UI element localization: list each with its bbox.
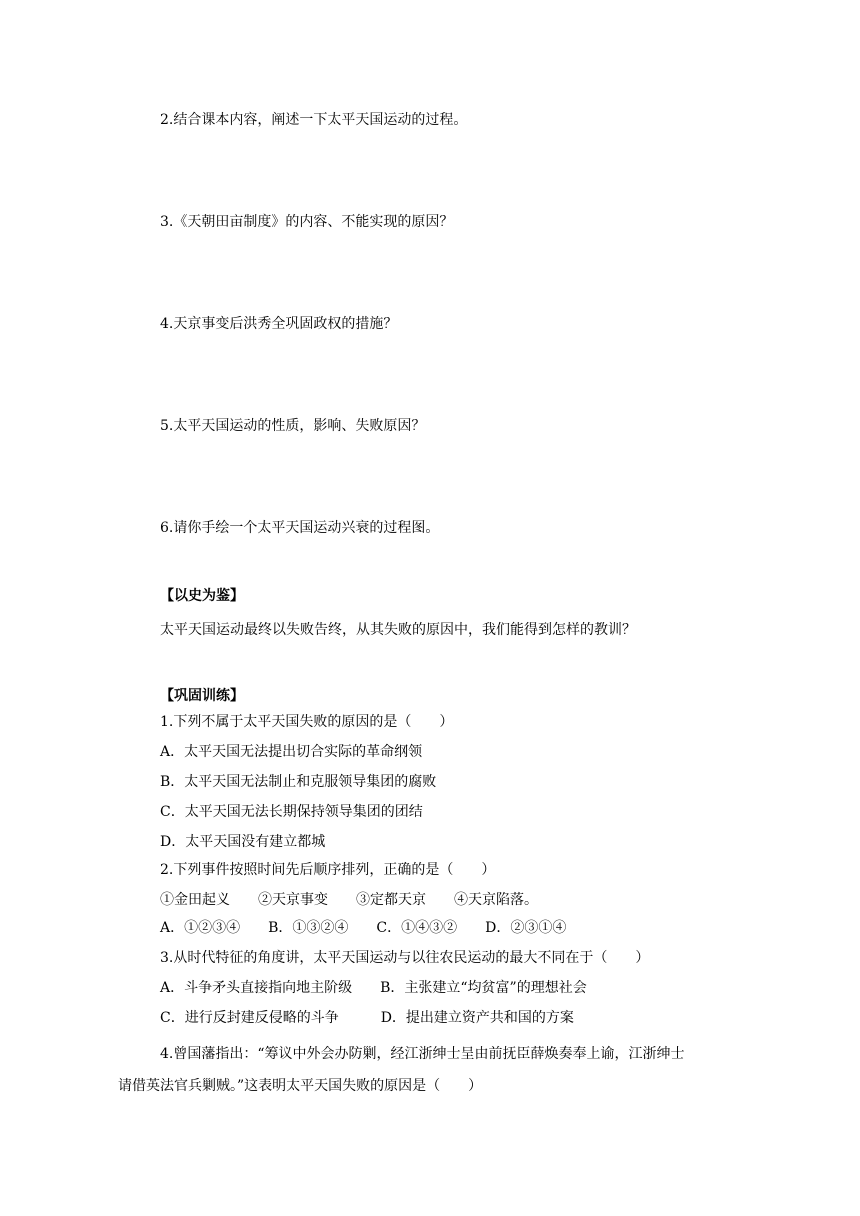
practice-q1-option-d: D．太平天国没有建立都城	[160, 834, 326, 850]
practice-q3: 3.从时代特征的角度讲，太平天国运动与以往农民运动的最大不同在于（ ）	[160, 950, 650, 966]
question-4: 4.天京事变后洪秀全巩固政权的措施？	[160, 316, 398, 332]
practice-q3-options-cd: C．进行反封建反侵略的斗争 D．提出建立资产共和国的方案	[160, 1010, 574, 1026]
practice-q1-option-c: C．太平天国无法长期保持领导集团的团结	[160, 804, 423, 820]
question-3: 3.《天朝田亩制度》的内容、不能实现的原因？	[160, 214, 454, 230]
practice-heading: 【巩固训练】	[160, 688, 244, 704]
question-5: 5.太平天国运动的性质，影响、失败原因？	[160, 418, 426, 434]
practice-q1-option-b: B．太平天国无法制止和克服领导集团的腐败	[160, 774, 437, 790]
question-2: 2.结合课本内容，阐述一下太平天国运动的过程。	[160, 112, 468, 128]
history-heading: 【以史为鉴】	[160, 588, 244, 604]
practice-q4-line2: 请借英法官兵剿贼。”这表明太平天国失败的原因是（ ）	[118, 1078, 483, 1094]
question-6: 6.请你手绘一个太平天国运动兴衰的过程图。	[160, 520, 440, 536]
practice-q1-option-a: A．太平天国无法提出切合实际的革命纲领	[160, 744, 423, 760]
practice-q2-options: A．①②③④ B．①③②④ C．①④③② D．②③①④	[160, 920, 567, 936]
practice-q2-events: ①金田起义 ②天京事变 ③定都天京 ④天京陷落。	[160, 892, 538, 908]
practice-q3-options-ab: A．斗争矛头直接指向地主阶级 B．主张建立“均贫富”的理想社会	[160, 980, 587, 996]
practice-q2: 2.下列事件按照时间先后顺序排列，正确的是（ ）	[160, 862, 496, 878]
history-text: 太平天国运动最终以失败告终，从其失败的原因中，我们能得到怎样的教训？	[160, 622, 636, 638]
practice-q4-line1: 4.曾国藩指出：“筹议中外会办防剿，经江浙绅士呈由前抚臣薛焕奏奉上谕，江浙绅士	[160, 1046, 685, 1062]
practice-q1: 1.下列不属于太平天国失败的原因的是（ ）	[160, 714, 454, 730]
